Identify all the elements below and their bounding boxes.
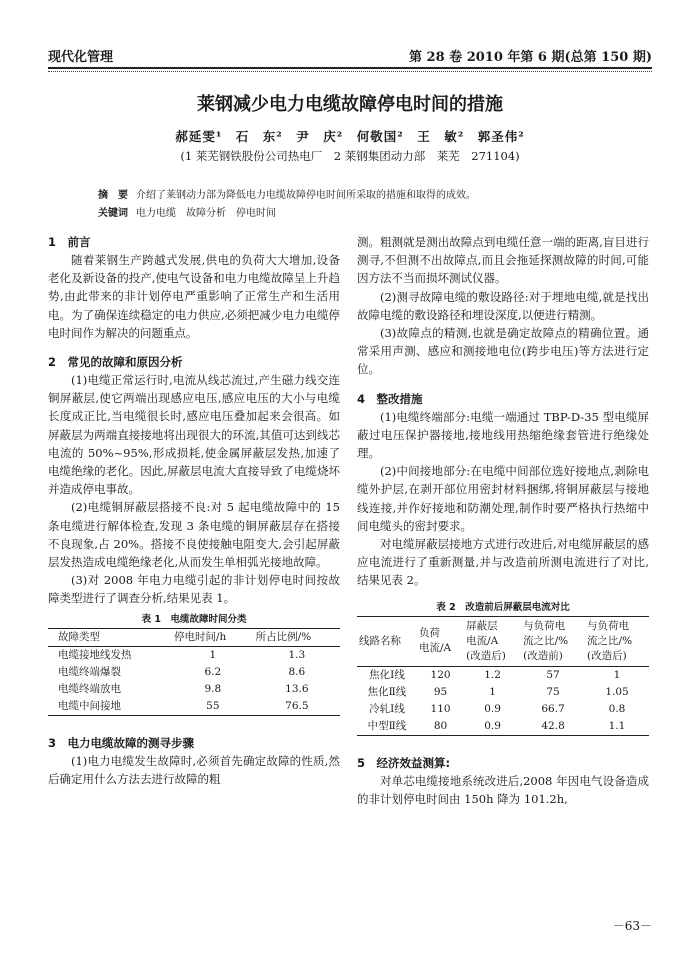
- table-cell: 电缆终端放电: [58, 682, 121, 695]
- table-cell: 95: [433, 685, 448, 698]
- table-cell: 1.05: [605, 685, 629, 698]
- paragraph: (3)对 2008 年电力电缆引起的非计划停电时间按故障类型进行了调查分析,结果见表 1。: [48, 573, 340, 606]
- table-cell: 电缆中间接地: [48, 698, 172, 716]
- table-cell: 76.5: [254, 698, 340, 716]
- table-cell: 9.8: [204, 682, 222, 695]
- table-header-cell: 停电时间/h: [172, 628, 254, 646]
- table-cell: 120: [430, 668, 451, 681]
- table-cell: 55: [172, 698, 254, 716]
- issue-info: 第 28 卷 2010 年第 6 期(总第 150 期): [409, 50, 652, 65]
- header-rule: [48, 67, 652, 69]
- table-cell: 焦化Ⅰ线: [369, 668, 405, 681]
- table-header-cell: 故障类型: [48, 628, 172, 646]
- abstract-label: 摘 要: [98, 190, 128, 201]
- table-cell: 1: [489, 685, 496, 698]
- left-column: [48, 233, 340, 788]
- table-cell: 冷轧Ⅰ线: [369, 702, 405, 715]
- table-row: [357, 718, 649, 736]
- table-cell: 80: [417, 718, 464, 736]
- table-cell: 8.6: [288, 665, 306, 678]
- section-1-heading: 1 前言: [48, 235, 91, 249]
- table-row: [357, 684, 649, 701]
- paragraph: (1)电缆正常运行时,电流从线芯流过,产生磁力线交连铜屏蔽层,使它两端出现感应电压,感应电压的大小与电缆长度成正比,当电缆很长时,感应电压叠加起来会很高。如屏蔽层为两端直接接地将出现很大的环流,其值可达到线芯电流的 50%~95%,形成损耗,使金属屏蔽层发热,加速了电缆绝缘的老化。因此,屏蔽层电流大直接导致了电缆烧坏并造成停电事故。: [48, 373, 340, 497]
- table-header-cell: 负荷 电流/A: [417, 616, 464, 666]
- paragraph: (2)电缆铜屏蔽层搭接不良:对 5 起电缆故障中的 15 条电缆进行解体检查,发现 3 条电缆的铜屏蔽层存在搭接不良现象,占 20%。搭接不良使接触电阻变大,会引起屏蔽层发热造成电缆绝缘老化,从而发生单相弧光接地故障。: [48, 500, 340, 570]
- abstract-text: 介绍了莱钢动力部为降低电力电缆故障停电时间所采取的措施和取得的成效。: [136, 190, 476, 201]
- journal-name: 现代化管理: [48, 50, 114, 65]
- table-header-row: [48, 628, 340, 646]
- table-cell: 0.9: [464, 718, 521, 736]
- affiliation: (1 莱芜钢铁股份公司热电厂 2 莱钢集团动力部 莱芜 271104): [180, 149, 520, 163]
- paragraph: 随着莱钢生产跨越式发展,供电的负荷大大增加,设备老化及新设备的投产,使电气设备和电力电缆故障呈上升趋势,由此带来的非计划停电严重影响了正常生产和生活用电。为了确保连续稳定的电力供应,必须把减少电力电缆停电时间作为解决的问题重点。: [48, 253, 340, 340]
- table-row: [48, 646, 340, 664]
- article-title: 莱钢减少电力电缆故障停电时间的措施: [197, 94, 503, 115]
- page-number: －63－: [612, 919, 652, 933]
- right-column: [357, 233, 649, 808]
- table-cell: 1: [613, 668, 621, 681]
- table-cell: 13.6: [285, 682, 309, 695]
- author-list: 郝延雯¹ 石 东² 尹 庆² 何敬国² 王 敏² 郭圣伟²: [175, 129, 525, 144]
- section-4-heading: 4 整改措施: [357, 391, 423, 406]
- table-2: [357, 616, 649, 736]
- paragraph: 对电缆屏蔽层接地方式进行改进后,对电缆屏蔽层的感应电流进行了重新测量,并与改造前所测电流进行了对比,结果见表 2。: [357, 537, 649, 588]
- abstract-block: [98, 187, 590, 223]
- paragraph: (1)电力电缆发生故障时,必须首先确定故障的性质,然后确定用什么方法去进行故障的粗: [48, 753, 340, 786]
- paragraph: (2)测寻故障电缆的敷设路径:对于埋地电缆,就是找出故障电缆的敷设路径和埋设深度,以便进行精测。: [357, 289, 649, 322]
- table-1: [48, 628, 340, 716]
- table-cell: 1: [209, 648, 217, 661]
- table-header-row: [357, 616, 649, 666]
- table-cell: 电缆接地线发热: [58, 648, 132, 661]
- paragraph: (1)电缆终端部分:电缆一端通过 TBP-D-35 型电缆屏蔽过电压保护器接地,接地线用热缩绝缘套管进行绝缘处理。: [357, 409, 649, 461]
- header-rule-dotted: [48, 71, 652, 72]
- section-2-heading: 2 常见的故障和原因分析: [48, 355, 183, 370]
- running-header: [48, 46, 652, 72]
- table-header-cell: 与负荷电 流之比/% (改造后): [585, 616, 649, 666]
- table-cell: 57: [546, 668, 560, 681]
- section-5-heading: 5 经济效益测算:: [357, 755, 451, 770]
- table-row: [48, 664, 340, 681]
- table-header-cell: 与负荷电 流之比/% (改造前): [521, 616, 585, 666]
- paragraph: 对单芯电缆接地系统改进后,2008 年因电气设备造成的非计划停电时间由 150h 降为 101.2h,: [357, 773, 649, 806]
- abstract-line: [98, 187, 590, 205]
- table-cell: 焦化Ⅱ线: [367, 685, 407, 698]
- table-cell: 1.3: [288, 648, 306, 661]
- keywords-text: 电力电缆 故障分析 停电时间: [136, 208, 276, 219]
- table-cell: 75: [546, 685, 560, 698]
- table-1-caption: 表 1 电缆故障时间分类: [141, 613, 247, 625]
- table-header-cell: 所占比例/%: [254, 628, 340, 646]
- table-cell: 0.8: [608, 702, 626, 715]
- keywords-label: 关键词: [98, 208, 128, 219]
- table-cell: 66.7: [541, 702, 565, 715]
- table-row: [48, 698, 340, 716]
- table-cell: 中型Ⅱ线: [357, 718, 417, 736]
- table-header-cell: 线路名称: [357, 616, 417, 666]
- paragraph: (2)中间接地部分:在电缆中间部位选好接地点,剥除电缆外护层,在剥开部位用密封材料捆绑,将铜屏蔽层与接地线连接,并作好接地和防潮处理,制作时要严格执行热缩中间电缆头的密封要求。: [357, 464, 649, 533]
- table-row: [357, 701, 649, 718]
- paragraph: (3)故障点的精测,也就是确定故障点的精确位置。通常采用声测、感应和测接地电位(跨步电压)等方法进行定位。: [357, 326, 649, 377]
- table-row: [357, 666, 649, 684]
- table-row: [48, 681, 340, 698]
- table-header-cell: 屏蔽层 电流/A (改造后): [464, 616, 521, 666]
- keywords-line: [98, 205, 590, 223]
- table-cell: 电缆终端爆裂: [58, 665, 121, 678]
- paragraph: 测。粗测就是测出故障点到电缆任意一端的距离,盲目进行测寻,不但测不出故障点,而且会拖延探测故障的时间,可能因方法不当而损坏测试仪器。: [357, 235, 649, 286]
- table-cell: 1.1: [585, 718, 649, 736]
- table-cell: 1.2: [484, 668, 501, 681]
- table-2-caption: 表 2 改造前后屏蔽层电流对比: [436, 601, 570, 613]
- table-cell: 0.9: [484, 702, 501, 715]
- table-cell: 110: [430, 702, 451, 715]
- table-cell: 6.2: [204, 665, 222, 678]
- section-3-heading: 3 电力电缆故障的测寻步骤: [48, 735, 195, 750]
- table-cell: 42.8: [521, 718, 585, 736]
